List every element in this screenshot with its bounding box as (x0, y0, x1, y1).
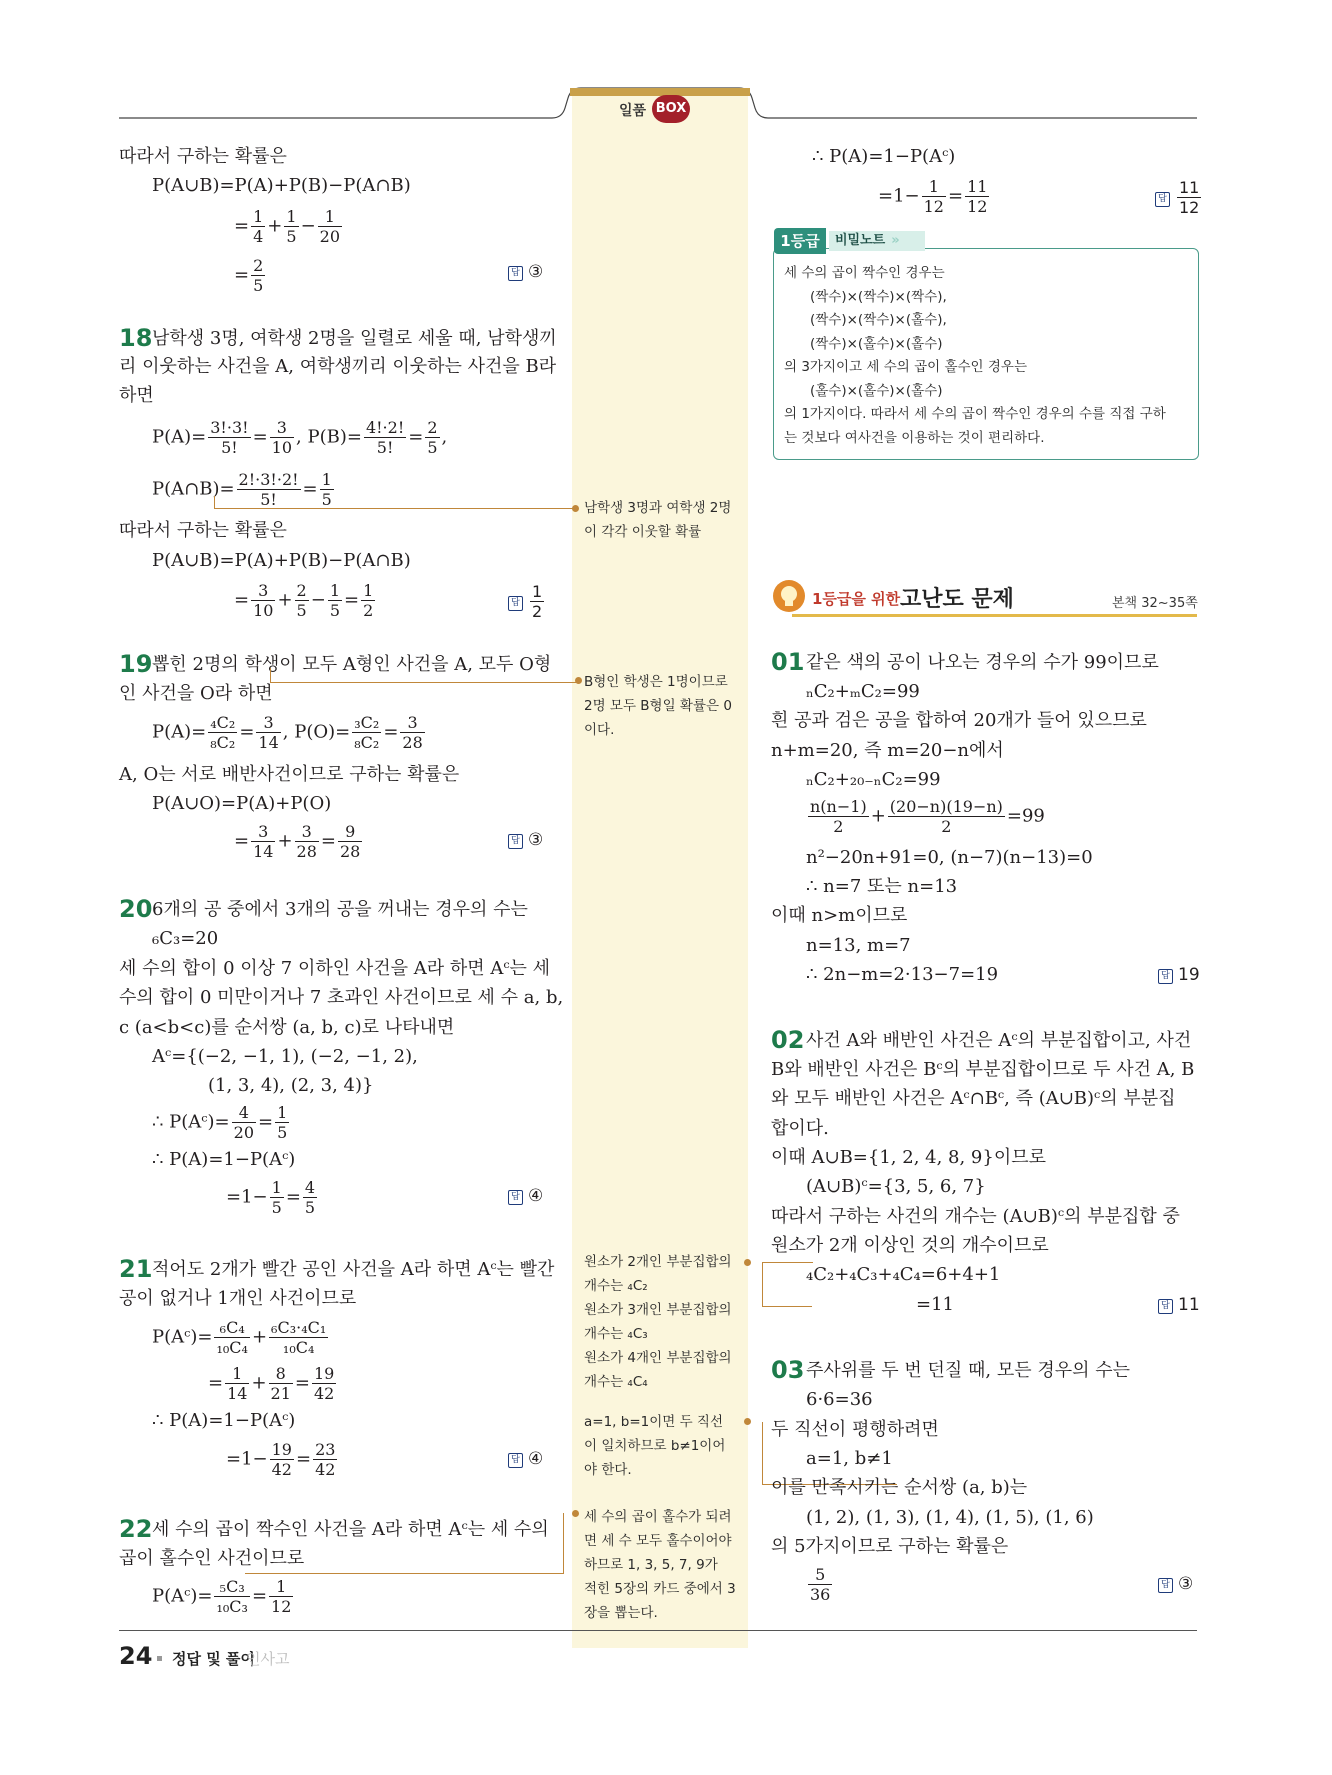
note-subsets: 원소가 2개인 부분집합의 개수는 ₄C₂ 원소가 3개인 부분집합의 개수는 ₄C₃ 원소가 4개인 부분집합의 개수는 ₄C₄ (584, 1254, 732, 1390)
p18-eqAB: P(A∩B)= $\frac{2!\cdot 3!\cdot 2!}{5!}$ = $\frac{1}{5}$ (152, 470, 332, 509)
connector-18 (214, 496, 577, 509)
tip-title: 비밀노트 » (829, 231, 925, 251)
q01-line3: n+m=20, 즉 m=20−n에서 (771, 740, 1004, 761)
q01-line2: 흰 공과 검은 공을 합하여 20개가 들어 있으므로 (771, 710, 1147, 731)
p19-line1: 뽑힌 2명의 학생이 모두 A형인 사건을 A, 모두 O형 (152, 654, 552, 675)
p20-eqP2: =1− $\frac{1}{5}$ = $\frac{4}{5}$ (226, 1178, 316, 1217)
answer-icon: 답 (508, 1190, 523, 1205)
connector-dot-odd (572, 1510, 579, 1517)
p20-comb: ₆C₃=20 (152, 928, 219, 949)
problem-number-21: 21 (119, 1255, 153, 1283)
p18-line3: 하면 (119, 385, 154, 406)
p20-line3: 수의 합이 0 미만이거나 7 초과인 사건이므로 세 수 a, b, (119, 987, 564, 1008)
q03-line3: 이를 만족시키는 순서쌍 (a, b)는 (771, 1477, 1028, 1498)
q03-eq2: a=1, b≠1 (806, 1448, 893, 1469)
q02-eq1: (A∪B)ᶜ={3, 5, 6, 7} (806, 1176, 986, 1197)
p22-eq1: P(Aᶜ)= $\frac{\text{₅C₃}}{\text{₁₀C₃}}$ = $\frac{1}{12}$ (152, 1577, 292, 1616)
q01-eq3: $\frac{n(n-1)}{2}$ + $\frac{(20-n)(19-n)}{2}$ =99 (810, 797, 1045, 836)
q03-eq3: (1, 2), (1, 3), (1, 4), (1, 5), (1, 6) (806, 1507, 1094, 1528)
q02-line3: 와 모두 배반인 사건은 Aᶜ∩Bᶜ, 즉 (A∪B)ᶜ의 부분집 (771, 1088, 1176, 1109)
problem-number-18: 18 (119, 324, 153, 352)
q02-line2: B와 배반인 사건은 Bᶜ의 부분집합이므로 두 사건 A, B (771, 1059, 1195, 1080)
p22-line1: 세 수의 곱이 짝수인 사건을 A라 하면 Aᶜ는 세 수의 (152, 1519, 549, 1540)
p21-eq4: =1− $\frac{19}{42}$ = $\frac{23}{42}$ (226, 1440, 336, 1479)
q02-line5: 이때 A∪B={1, 2, 4, 8, 9}이므로 (771, 1147, 1046, 1168)
q02-line6: 따라서 구하는 사건의 개수는 (A∪B)ᶜ의 부분집합 중 (771, 1206, 1180, 1227)
connector-dot-subsets (744, 1259, 751, 1266)
answer-icon: 답 (1158, 1299, 1173, 1314)
tip-badge: 1등급 (774, 228, 826, 254)
p19-line3: A, O는 서로 배반사건이므로 구하는 확률은 (119, 764, 460, 785)
connector-dot-18 (572, 505, 579, 512)
answer-icon: 답 (508, 596, 523, 611)
section-ref: 본책 32~35쪽 (1112, 596, 1198, 611)
p21-answer: 답 ④ (508, 1449, 543, 1469)
lightbulb-icon (773, 580, 805, 612)
p21-line2: 공이 없거나 1개인 사건이므로 (119, 1288, 357, 1309)
p21-eq1: P(Aᶜ)= $\frac{\text{₆C₄}}{\text{₁₀C₄}}$ + $\frac{\text{₆C₃·₄C₁}}{\text{₁₀C₄}}$ (152, 1318, 327, 1357)
p17-intro: 따라서 구하는 확률은 (119, 146, 287, 167)
header-box-badge: BOX (652, 95, 690, 123)
q02-line4: 합이다. (771, 1118, 829, 1139)
q03-eq4: $\frac{5}{36}$ (810, 1565, 831, 1604)
footer-rule (119, 1630, 1197, 1631)
p20-set1: Aᶜ={(−2, −1, 1), (−2, −1, 2), (152, 1046, 418, 1067)
problem-number-02: 02 (771, 1026, 805, 1054)
connector-19 (270, 668, 581, 683)
footer-ghost-text: 인사고 (246, 1650, 290, 1668)
p20-set2: (1, 3, 4), (2, 3, 4)} (208, 1075, 374, 1096)
answer-icon: 답 (1158, 969, 1173, 984)
answer-icon: 답 (508, 266, 523, 281)
p19-eqA: P(A)= $\frac{\text{₄C₂}}{\text{₈C₂}}$ = $\frac{3}{14}$ , P(O)= $\frac{\text{₃C₂}}{\text{₈C₂}}$ = $\frac{3}{28}$ (152, 713, 423, 752)
q01-eq6: n=13, m=7 (806, 935, 911, 956)
note-19: B형인 학생은 1명이므로 2명 모두 B형일 확률은 0 이다. (584, 674, 732, 738)
p17-eq2: = $\frac{1}{4}$ + $\frac{1}{5}$ − $\frac{1}{20}$ (234, 207, 341, 246)
q01-answer: 답 19 (1158, 965, 1200, 985)
connector-dot-19 (575, 677, 582, 684)
note-lines: a=1, b=1이면 두 직선 이 일치하므로 b≠1이어 야 한다. (584, 1414, 726, 1478)
q02-line1: 사건 A와 배반인 사건은 Aᶜ의 부분집합이고, 사건 (806, 1030, 1192, 1051)
q03-eq1: 6·6=36 (806, 1389, 873, 1410)
page-number: 24 (119, 1642, 153, 1670)
connector-odd (245, 1513, 564, 1574)
p20-answer: 답 ④ (508, 1186, 543, 1206)
q01-line4: 이때 n>m이므로 (771, 905, 908, 926)
p18-answer: 답 $\frac{1}{2}$ (508, 582, 546, 621)
q01-eq4: n²−20n+91=0, (n−7)(n−13)=0 (806, 847, 1093, 868)
q01-eq2: ₙC₂+₂₀₋ₙC₂=99 (806, 769, 941, 790)
section-prefix: 1등급을 위한 (812, 590, 901, 608)
q02-answer: 답 11 (1158, 1295, 1200, 1315)
p21-eq3: ∴ P(A)=1−P(Aᶜ) (152, 1410, 296, 1431)
q03-line2: 두 직선이 평행하려면 (771, 1419, 939, 1440)
q03-line1: 주사위를 두 번 던질 때, 모든 경우의 수는 (806, 1360, 1130, 1381)
p20-line4: c (a<b<c)를 순서쌍 (a, b, c)로 나타내면 (119, 1017, 455, 1038)
p19-eq2: P(A∪O)=P(A)+P(O) (152, 793, 332, 814)
p18-line2: 리 이웃하는 사건을 A, 여학생끼리 이웃하는 사건을 B라 (119, 356, 557, 377)
problem-number-19: 19 (119, 650, 153, 678)
p18-line1: 남학생 3명, 여학생 2명을 일렬로 세울 때, 남학생끼 (152, 328, 557, 349)
q03-line4: 의 5가지이므로 구하는 확률은 (771, 1536, 1009, 1557)
footer-label: 정답 및 풀이 (172, 1650, 255, 1668)
q02-line7: 원소가 2개 이상인 것의 개수이므로 (771, 1235, 1049, 1256)
problem-number-20: 20 (119, 895, 153, 923)
top-answer: 답 $\frac{11}{12}$ (1155, 178, 1203, 217)
connector-subsets-base (762, 1306, 812, 1307)
problem-number-22: 22 (119, 1515, 153, 1543)
p19-line2: 인 사건을 O라 하면 (119, 683, 273, 704)
p22-line2: 곱이 홀수인 사건이므로 (119, 1548, 305, 1569)
p18-eq5: = $\frac{3}{10}$ + $\frac{2}{5}$ − $\frac{1}{5}$ = $\frac{1}{2}$ (234, 581, 374, 620)
answer-icon: 답 (508, 834, 523, 849)
p18-eq4: P(A∪B)=P(A)+P(B)−P(A∩B) (152, 550, 411, 571)
q01-eq5: ∴ n=7 또는 n=13 (806, 876, 958, 897)
q02-eq3: =11 (916, 1294, 954, 1315)
p18-intro2: 따라서 구하는 확률은 (119, 520, 287, 541)
top-eq2: =1− $\frac{1}{12}$ = $\frac{11}{12}$ (878, 177, 988, 216)
q01-eq1: ₙC₂+ₘC₂=99 (806, 681, 920, 702)
connector-dot-lines (744, 1418, 751, 1425)
p20-eqPc: ∴ P(Aᶜ)= $\frac{4}{20}$ = $\frac{1}{5}$ (152, 1103, 288, 1142)
note-18: 남학생 3명과 여학생 2명 이 각각 이웃할 확률 (584, 500, 732, 540)
p19-answer: 답 ③ (508, 830, 543, 850)
tip-lines: 세 수의 곱이 짝수인 경우는 (짝수)×(짝수)×(짝수), (짝수)×(짝수)×(홀수), (짝수)×(홀수)×(홀수) 의 3가지이고 세 수의 곱이 홀수인 경우는 (홀수)×(홀수)×(홀수) 의 1가지이다. 따라서 세 수의 곱이 짝수인 경우의 수를 직접 구하 는 것보다 여사건을 이용하는 것이 편리하다. (784, 265, 1166, 446)
answer-icon: 답 (508, 1453, 523, 1468)
footer-bullet (157, 1656, 162, 1661)
q03-answer: 답 ③ (1158, 1574, 1193, 1594)
note-odd: 세 수의 곱이 홀수가 되려 면 세 수 모두 홀수이어야 하므로 1, 3, 5, 7, 9가 적힌 5장의 카드 중에서 3 장을 뽑는다. (584, 1509, 736, 1621)
q02-eq2: ₄C₂+₄C₃+₄C₄=6+4+1 (806, 1264, 1001, 1285)
p17-answer: 답 ③ (508, 262, 543, 282)
p20-line2: 세 수의 합이 0 이상 7 이하인 사건을 A라 하면 Aᶜ는 세 (119, 958, 551, 979)
section-title: 고난도 문제 (900, 587, 1014, 612)
p18-eqA: P(A)= $\frac{3!\cdot 3!}{5!}$ = $\frac{3}{10}$ , P(B)= $\frac{4!\cdot 2!}{5!}$ = $\frac{2}{5}$ , (152, 418, 448, 457)
q01-line1: 같은 색의 공이 나오는 경우의 수가 99이므로 (806, 652, 1159, 673)
p21-eq2: = $\frac{1}{14}$ + $\frac{8}{21}$ = $\frac{19}{42}$ (208, 1364, 335, 1403)
chevron-right-icon: » (891, 233, 900, 248)
answer-icon: 답 (1155, 192, 1170, 207)
p21-line1: 적어도 2개가 빨간 공인 사건을 A라 하면 Aᶜ는 빨간 (152, 1259, 555, 1280)
top-eq1: ∴ P(A)=1−P(Aᶜ) (812, 146, 956, 167)
problem-number-01: 01 (771, 648, 805, 676)
p17-eq3: = $\frac{2}{5}$ (234, 256, 264, 295)
problem-number-03: 03 (771, 1356, 805, 1384)
p20-eqP: ∴ P(A)=1−P(Aᶜ) (152, 1149, 296, 1170)
section-underline (792, 614, 1197, 617)
p20-line1: 6개의 공 중에서 3개의 공을 꺼내는 경우의 수는 (152, 899, 528, 920)
answer-icon: 답 (1158, 1578, 1173, 1593)
header-box-label: 일품 (619, 103, 647, 119)
q01-eq7: ∴ 2n−m=2·13−7=19 (806, 964, 999, 985)
p19-eq3: = $\frac{3}{14}$ + $\frac{3}{28}$ = $\frac{9}{28}$ (234, 822, 361, 861)
p17-eq1: P(A∪B)=P(A)+P(B)−P(A∩B) (152, 175, 411, 196)
